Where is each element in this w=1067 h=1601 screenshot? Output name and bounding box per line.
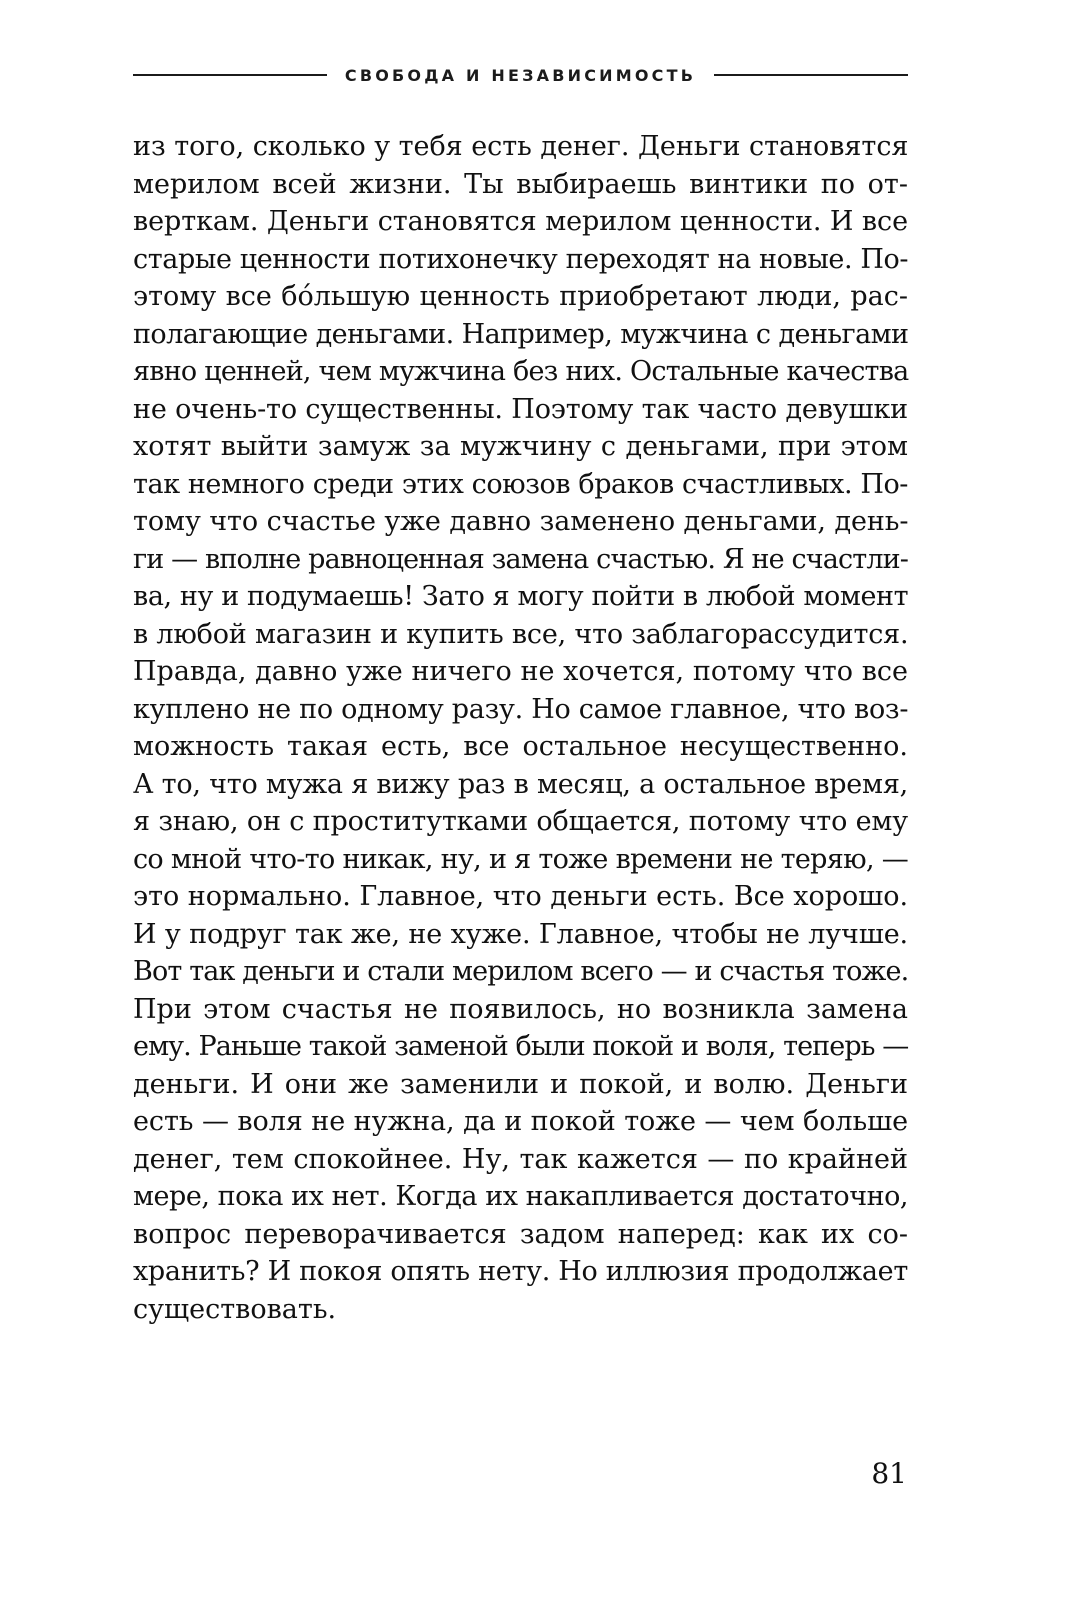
text-line: ему. Раньше такой заменой были покой и воля, теперь — <box>133 1031 909 1062</box>
text-line: не очень-то существенны. Поэтому так часто девушки <box>133 393 908 425</box>
text-line: денег, тем спокойнее. Ну, так кажется — по крайней <box>133 1143 908 1175</box>
text-line: И у подруг так же, не хуже. Главное, чтобы не лучше. <box>133 918 908 950</box>
text-line: При этом счастья не появилось, но возникла замена <box>133 993 908 1025</box>
body-text <box>133 128 908 1328</box>
text-line: Правда, давно уже ничего не хочется, потому что все <box>133 656 908 687</box>
text-line: я знаю, он с проститутками общается, потому что ему <box>133 806 908 837</box>
text-line: куплено не по одному разу. Но самое главное, что воз- <box>133 693 909 725</box>
text-line: вопрос переворачивается задом наперед: как их со- <box>133 1218 908 1250</box>
text-line: полагающие деньгами. Например, мужчина с деньгами <box>133 318 909 350</box>
text-line: из того, сколько у тебя есть денег. Деньги становятся <box>133 131 909 162</box>
running-head-rule-right <box>714 74 908 76</box>
text-line: со мной что-то никак, ну, и я тоже времени не теряю, — <box>133 843 909 875</box>
text-line: хранить? И покоя опять нету. Но иллюзия продолжает <box>133 1256 908 1287</box>
running-title: СВОБОДА И НЕЗАВИСИМОСТЬ <box>344 65 697 85</box>
text-line: есть — воля не нужна, да и покой тоже — чем больше <box>133 1106 908 1137</box>
text-line: явно ценней, чем мужчина без них. Остальные качества <box>133 356 909 387</box>
text-line: так немного среди этих союзов браков счастливых. По- <box>133 468 908 500</box>
text-line: ва, ну и подумаешь! Зато я могу пойти в любой момент <box>133 581 909 612</box>
text-line: этому все бóльшую ценность приобретают люди, рас- <box>133 281 908 312</box>
text-line: можность такая есть, все остальное несущественно. <box>133 731 908 762</box>
text-line: тому что счастье уже давно заменено деньгами, день- <box>133 506 909 537</box>
text-line: мерилом всей жизни. Ты выбираешь винтики по от- <box>133 168 908 200</box>
text-line: деньги. И они же заменили и покой, и волю. Деньги <box>133 1068 908 1100</box>
text-line: ги — вполне равноценная замена счастью. Я не счастли- <box>133 543 908 575</box>
text-line-last: существовать. <box>133 1293 337 1325</box>
text-line: это нормально. Главное, что деньги есть. Все хорошо. <box>133 881 908 912</box>
page-number: 81 <box>871 1457 907 1490</box>
text-line: мере, пока их нет. Когда их накапливается достаточно, <box>133 1181 908 1212</box>
text-line: хотят выйти замуж за мужчину с деньгами, при этом <box>133 431 908 462</box>
text-line: в любой магазин и купить все, что заблагорассудится. <box>133 618 909 650</box>
text-line: верткам. Деньги становятся мерилом ценности. И все <box>133 206 908 237</box>
text-line: старые ценности потихонечку переходят на новые. По- <box>133 243 909 275</box>
running-head-rule-left <box>133 74 327 76</box>
text-line: А то, что мужа я вижу раз в месяц, а остальное время, <box>133 768 908 800</box>
text-line: Вот так деньги и стали мерилом всего — и счастья тоже. <box>133 956 909 987</box>
running-head <box>133 60 908 90</box>
